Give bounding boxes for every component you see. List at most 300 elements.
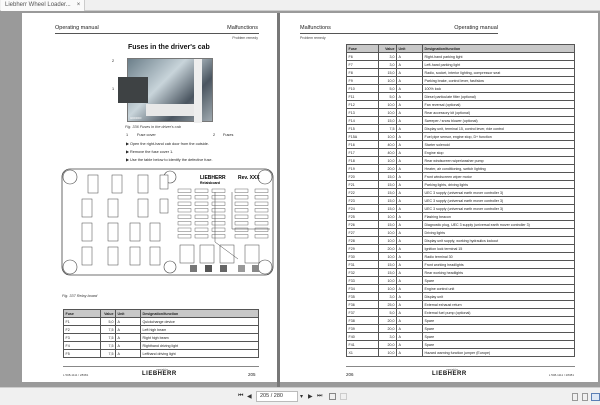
table-row: [347, 325, 575, 333]
cell-fuse: F10: [347, 85, 379, 93]
fuse-slot: [235, 235, 248, 239]
board-name: Relaisboard: [200, 181, 221, 185]
cell-designation: Fan reversal (optional): [423, 101, 575, 109]
table-row: [347, 165, 575, 173]
cell-value: 20,0: [379, 341, 397, 349]
table-row: [347, 309, 575, 317]
fuse-slot: [212, 228, 225, 232]
cell-unit: A: [397, 189, 423, 197]
relay: [108, 247, 118, 265]
cell-value: 10,0: [379, 237, 397, 245]
callout-1: 1: [112, 87, 115, 91]
cell-fuse: F1: [64, 318, 101, 326]
cell-value: 10,0: [379, 157, 397, 165]
relay: [88, 175, 98, 193]
fuse-slot: [178, 209, 191, 213]
right-page: [280, 13, 598, 382]
legend-num-2: 2: [213, 133, 216, 137]
cell-fuse: F14: [347, 117, 379, 125]
cell-fuse: F12: [347, 101, 379, 109]
cell-designation: Right-hand parking light: [423, 53, 575, 61]
liebherr-logo: LIEBHERR: [432, 371, 467, 377]
fuse-slot: [255, 196, 268, 200]
fuse-slot: [212, 189, 225, 193]
cell-unit: A: [397, 317, 423, 325]
cell-fuse: F7: [347, 61, 379, 69]
cell-designation: Engine control unit: [423, 285, 575, 293]
table-row: [64, 318, 259, 326]
cell-fuse: F27: [347, 229, 379, 237]
cell-fuse: F28: [347, 237, 379, 245]
cell-fuse: F15: [347, 125, 379, 133]
table-row: [347, 93, 575, 101]
cell-unit: A: [397, 205, 423, 213]
tab-bar: [0, 0, 600, 11]
cell-value: 15,0: [379, 173, 397, 181]
cell-unit: A: [397, 285, 423, 293]
table-row: [347, 77, 575, 85]
cell-fuse: F32: [347, 269, 379, 277]
fuse-slot: [235, 222, 248, 226]
cell-fuse: F22: [347, 189, 379, 197]
cell-designation: Display unit: [423, 293, 575, 301]
cell-value: 7,5: [101, 334, 116, 342]
col-unit: Unit: [116, 310, 141, 318]
cell-designation: Spare: [423, 277, 575, 285]
cell-fuse: F9: [347, 77, 379, 85]
table-row: [347, 221, 575, 229]
fuse-slot: [178, 215, 191, 219]
cell-designation: External exhaust return: [423, 301, 575, 309]
relay: [220, 245, 234, 263]
subheader: Problem remedy: [300, 36, 326, 40]
relay: [108, 199, 118, 217]
cell-value: 20,0: [379, 245, 397, 253]
viewer-toolbar: [0, 387, 600, 405]
cell-designation: Engine stop: [423, 149, 575, 157]
fuse-slot: [195, 215, 208, 219]
relay: [150, 247, 160, 265]
copyright: copyright by: [156, 369, 168, 371]
cell-unit: A: [397, 157, 423, 165]
previous-page-button[interactable]: ◀: [247, 394, 252, 400]
cell-designation: Flashing beacon: [423, 213, 575, 221]
cell-value: 7,5: [101, 342, 116, 350]
cell-value: 20,0: [379, 165, 397, 173]
cell-unit: A: [397, 101, 423, 109]
cell-fuse: F18: [347, 157, 379, 165]
cell-fuse: F8: [347, 69, 379, 77]
copyright: copyright by: [446, 369, 458, 371]
table-row: [347, 213, 575, 221]
fuse-slot: [235, 209, 248, 213]
cell-unit: A: [397, 117, 423, 125]
board-brand: LIEBHERR: [200, 175, 226, 181]
callout-2: 2: [112, 59, 115, 63]
relay: [200, 245, 214, 263]
cell-unit: A: [397, 277, 423, 285]
fuse-slot: [195, 222, 208, 226]
cell-value: 3,0: [379, 61, 397, 69]
fig336-caption: Fig. 336 Fuses in the driver's cab: [125, 125, 181, 129]
cell-fuse: F33: [347, 277, 379, 285]
cell-fuse: F23: [347, 197, 379, 205]
cell-fuse: F35: [347, 293, 379, 301]
header-rule: [55, 33, 259, 34]
table-row: [347, 261, 575, 269]
cell-fuse: F31: [347, 261, 379, 269]
section-title: Fuses in the driver's cab: [128, 44, 210, 51]
cell-designation: External fuel pump (optional): [423, 309, 575, 317]
cell-designation: Display unit supply, working hydraulics lockout: [423, 237, 575, 245]
fuse-slot: [235, 202, 248, 206]
fuse-slot: [195, 209, 208, 213]
fuse-slot: [195, 196, 208, 200]
cell-value: 10,0: [379, 77, 397, 85]
cell-designation: 100% lock: [423, 85, 575, 93]
col-designation: Designation/function: [141, 310, 259, 318]
cell-fuse: F11: [347, 93, 379, 101]
photo-id: A0000000: [130, 117, 142, 120]
cell-value: 15,0: [379, 269, 397, 277]
cell-unit: A: [397, 197, 423, 205]
table-row: [347, 285, 575, 293]
page-dropdown[interactable]: ▾: [300, 394, 304, 400]
legend-text-2: Fuses: [223, 133, 234, 137]
fuse-slot: [178, 202, 191, 206]
cell-unit: A: [397, 253, 423, 261]
cell-designation: Parking lights, driving lights: [423, 181, 575, 189]
legend-num-1: 1: [126, 133, 129, 137]
cell-value: 15,0: [379, 117, 397, 125]
cell-unit: A: [397, 93, 423, 101]
relay: [138, 199, 148, 217]
connector-block: [238, 265, 245, 272]
cell-fuse: F3: [64, 334, 101, 342]
fuse-slot: [212, 222, 225, 226]
cell-unit: A: [397, 309, 423, 317]
relay: [130, 247, 140, 265]
cell-unit: A: [397, 245, 423, 253]
cell-fuse: F30: [347, 253, 379, 261]
cell-unit: A: [116, 342, 141, 350]
next-page-button[interactable]: ▶: [308, 394, 313, 400]
cell-unit: A: [397, 69, 423, 77]
cell-fuse: F40: [347, 333, 379, 341]
fuse-slot: [178, 189, 191, 193]
cell-designation: Rear windscreen wiper/washer pump: [423, 157, 575, 165]
cell-unit: A: [397, 165, 423, 173]
cell-unit: A: [397, 349, 423, 357]
cell-designation: Sweeper / snow blower (optional): [423, 117, 575, 125]
connector-block: [220, 265, 227, 272]
cell-fuse: F17: [347, 149, 379, 157]
relay: [180, 245, 194, 263]
col-fuse: Fuse: [347, 45, 379, 53]
cell-designation: Spare: [423, 317, 575, 325]
fuse-slot: [255, 209, 268, 213]
cab-photo: [127, 58, 213, 122]
table-row: [64, 342, 259, 350]
cell-fuse: F26: [347, 221, 379, 229]
last-page-button[interactable]: ⏭: [317, 393, 323, 399]
relay: [82, 199, 92, 217]
cell-unit: A: [116, 326, 141, 334]
table-row: [347, 277, 575, 285]
tab-title: Liebherr Wheel Loader...: [5, 2, 71, 8]
table-row: [347, 349, 575, 357]
cell-fuse: F36: [347, 301, 379, 309]
cell-fuse: F21: [347, 181, 379, 189]
table-row: [347, 133, 575, 141]
table-row: [347, 205, 575, 213]
cell-fuse: F38: [347, 317, 379, 325]
col-unit: Unit: [397, 45, 423, 53]
cell-unit: A: [397, 261, 423, 269]
cell-designation: UEC 3 supply (universal earth mover controller 3): [423, 197, 575, 205]
cell-value: 5,0: [379, 309, 397, 317]
fuse-slot: [235, 189, 248, 193]
table-row: [347, 237, 575, 245]
two-page-view-icon[interactable]: [591, 393, 600, 401]
cell-value: 10,0: [379, 213, 397, 221]
cell-designation: Rear accessory kit (optional): [423, 109, 575, 117]
cell-fuse: F25: [347, 213, 379, 221]
cell-designation: Spare: [423, 341, 575, 349]
liebherr-logo: LIEBHERR: [142, 371, 177, 377]
cell-value: 15,0: [379, 189, 397, 197]
header-left: Operating manual: [55, 25, 99, 31]
close-icon[interactable]: ×: [76, 2, 81, 8]
cell-value: 10,0: [379, 277, 397, 285]
fuse-cover: [118, 77, 148, 103]
table-row: [347, 109, 575, 117]
cell-fuse: F5: [64, 350, 101, 358]
cell-designation: Display unit, terminal 15, control lever, ride control: [423, 125, 575, 133]
cell-designation: Rear working headlights: [423, 269, 575, 277]
connector-block: [205, 265, 212, 272]
cell-unit: A: [397, 85, 423, 93]
cell-value: 15,0: [379, 205, 397, 213]
relay: [245, 245, 259, 263]
table-row: [347, 333, 575, 341]
cell-fuse: X1: [347, 349, 379, 357]
relay: [82, 247, 92, 265]
cell-value: 15,0: [379, 261, 397, 269]
fuse-slot: [255, 202, 268, 206]
cell-unit: A: [397, 301, 423, 309]
fuse-slot: [178, 235, 191, 239]
cell-designation: Ignition lock terminal 15: [423, 245, 575, 253]
page-number-value: 205 / 280: [260, 393, 283, 399]
cell-fuse: F20: [347, 173, 379, 181]
table-row: [347, 69, 575, 77]
page-number: 205: [248, 372, 256, 377]
table-row: [347, 101, 575, 109]
fuse-slot: [212, 202, 225, 206]
cell-value: 15,0: [379, 69, 397, 77]
cell-value: 40,0: [379, 141, 397, 149]
cell-designation: Diesel particulate filter (optional): [423, 93, 575, 101]
relay-board-diagram: [60, 167, 275, 277]
step-3-text: Use the table below to identify the defective fuse.: [129, 158, 213, 162]
doc-number: L 508-1111 / 28381: [63, 373, 89, 377]
footer-rule: [346, 366, 575, 367]
page-number-input[interactable]: [256, 391, 298, 402]
fuse-slot: [255, 222, 268, 226]
cell-designation: Fuel pipe sensor, engine stop, D+ function: [423, 133, 575, 141]
step-2: ▶ Remove the fuse cover 1.: [126, 150, 174, 154]
table-row: [347, 149, 575, 157]
header-left: Malfunctions: [300, 25, 331, 31]
table-row: [347, 61, 575, 69]
cell-unit: A: [397, 269, 423, 277]
cell-designation: Right high beam: [141, 334, 259, 342]
table-row: [347, 229, 575, 237]
cell-unit: A: [397, 229, 423, 237]
subheader: Problem remedy: [232, 36, 258, 40]
fuse-slot: [255, 189, 268, 193]
cell-fuse: F41: [347, 341, 379, 349]
cell-value: 7,5: [101, 350, 116, 358]
cell-unit: A: [397, 325, 423, 333]
table-row: [347, 317, 575, 325]
cell-unit: A: [397, 213, 423, 221]
col-value: Value: [101, 310, 116, 318]
relay: [160, 175, 168, 189]
cell-value: 5,0: [379, 85, 397, 93]
table-row: [347, 157, 575, 165]
cell-unit: A: [397, 221, 423, 229]
cell-fuse: F29: [347, 245, 379, 253]
fuse-slot: [255, 235, 268, 239]
fuse-slot: [255, 228, 268, 232]
fuse-slot: [195, 228, 208, 232]
first-page-button[interactable]: ⏮: [238, 393, 244, 399]
cell-designation: Parking brake, control lever, fast/slow: [423, 77, 575, 85]
relay: [112, 175, 122, 193]
cell-unit: A: [397, 341, 423, 349]
cell-unit: A: [397, 333, 423, 341]
table-row: [347, 189, 575, 197]
board-rev: Rev. XXX: [238, 175, 260, 181]
cell-value: 25,0: [379, 301, 397, 309]
fuse-slot: [178, 222, 191, 226]
cell-designation: Left-hand parking light: [423, 61, 575, 69]
cell-designation: Radio, socket, interior lighting, compressor seat: [423, 69, 575, 77]
cell-designation: Left high beam: [141, 326, 259, 334]
cell-value: 3,0: [379, 293, 397, 301]
connector-block: [252, 265, 259, 272]
cell-value: 10,0: [379, 285, 397, 293]
cell-unit: A: [397, 173, 423, 181]
fuse-slot: [235, 215, 248, 219]
cell-fuse: F39: [347, 325, 379, 333]
document-tab[interactable]: [1, 0, 85, 11]
col-value: Value: [379, 45, 397, 53]
relay: [150, 223, 160, 241]
cell-unit: A: [397, 141, 423, 149]
step-3: ▶ Use the table below to identify the defective fuse.: [126, 158, 213, 162]
step-1-text: Open the right-hand cab door from the outside.: [129, 142, 209, 146]
cell-value: 40,0: [379, 149, 397, 157]
continuous-view-icon[interactable]: [582, 393, 588, 401]
table-row: [347, 253, 575, 261]
table-row: [64, 334, 259, 342]
fuse-slot: [212, 209, 225, 213]
single-page-view-icon[interactable]: [572, 393, 578, 401]
connector-block: [190, 265, 197, 272]
table-row: [347, 173, 575, 181]
legend-text-1: Fuse cover: [137, 133, 156, 137]
fuse-slot: [212, 235, 225, 239]
cell-unit: A: [397, 293, 423, 301]
cell-designation: Front working headlights: [423, 261, 575, 269]
table-row: [347, 301, 575, 309]
cell-value: 10,0: [379, 349, 397, 357]
cell-value: 10,0: [379, 133, 397, 141]
fuse-table-left: [63, 309, 259, 358]
fuse-slot: [178, 228, 191, 232]
col-fuse: Fuse: [64, 310, 101, 318]
cell-value: 15,0: [379, 221, 397, 229]
cell-fuse: F2: [64, 326, 101, 334]
cell-unit: A: [397, 77, 423, 85]
copy-icon[interactable]: [329, 393, 336, 400]
table-row: [64, 350, 259, 358]
cell-designation: UEC 3 supply (universal earth mover controller 3): [423, 189, 575, 197]
cell-designation: Front windscreen wiper motor: [423, 173, 575, 181]
cell-designation: Spare: [423, 333, 575, 341]
relay: [108, 223, 118, 241]
relay: [82, 223, 92, 241]
cell-fuse: F13: [347, 109, 379, 117]
cell-value: 20,0: [379, 325, 397, 333]
fuse-slot: [235, 196, 248, 200]
cell-unit: A: [116, 350, 141, 358]
cell-value: 7,5: [101, 326, 116, 334]
cell-fuse: F37: [347, 309, 379, 317]
cab-pillar: [194, 59, 202, 123]
col-designation: Designation/function: [423, 45, 575, 53]
cell-fuse: F15A: [347, 133, 379, 141]
cell-unit: A: [397, 61, 423, 69]
fuse-slot: [235, 228, 248, 232]
paste-icon[interactable]: [340, 393, 347, 400]
cell-value: 5,0: [101, 318, 116, 326]
cell-designation: Righthand driving light: [141, 342, 259, 350]
cell-value: 10,0: [379, 253, 397, 261]
table-row: [347, 141, 575, 149]
fuse-slot: [212, 196, 225, 200]
table-row: [347, 197, 575, 205]
fuse-slot: [195, 189, 208, 193]
cell-unit: A: [397, 133, 423, 141]
header-right: Malfunctions: [227, 25, 258, 31]
cell-designation: UEC 3 supply (universal earth mover controller 3): [423, 205, 575, 213]
table-row: [347, 341, 575, 349]
fuse-slot: [195, 202, 208, 206]
step-1: ▶ Open the right-hand cab door from the outside.: [126, 142, 209, 146]
table-row: [347, 245, 575, 253]
cell-unit: A: [397, 53, 423, 61]
table-row: [347, 117, 575, 125]
cell-fuse: F19: [347, 165, 379, 173]
relay: [130, 223, 140, 241]
cell-value: 15,0: [379, 197, 397, 205]
cell-value: 15,0: [379, 181, 397, 189]
cell-designation: Driving lights: [423, 229, 575, 237]
